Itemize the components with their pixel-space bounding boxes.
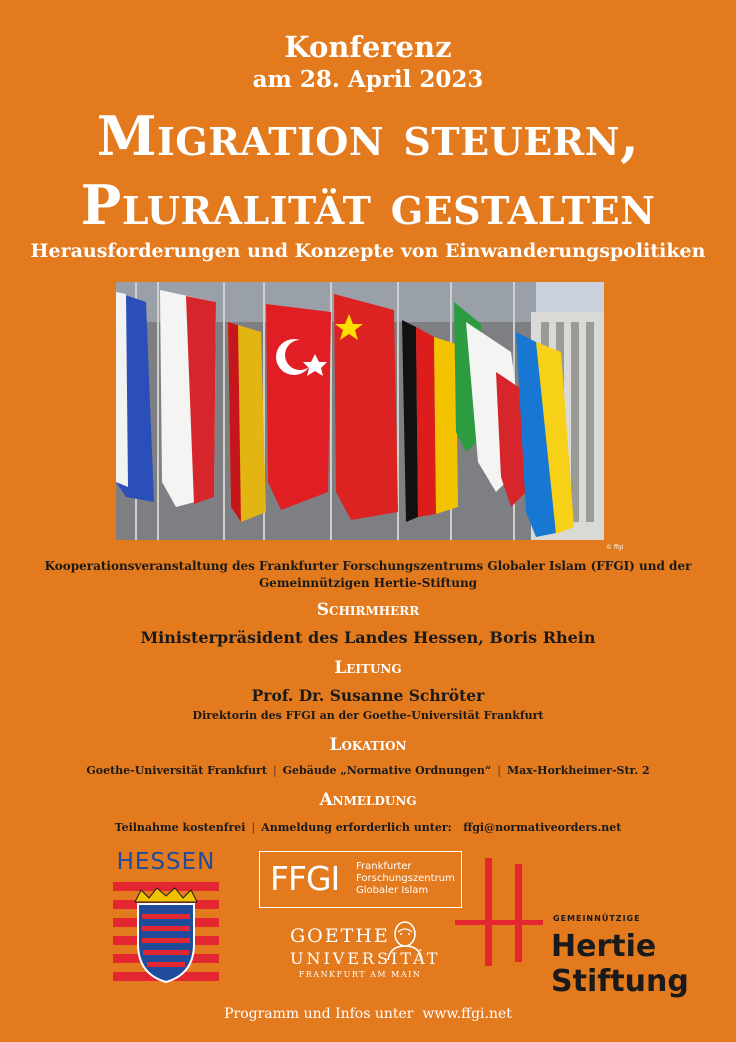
event-date: am 28. April 2023 bbox=[252, 66, 484, 93]
flags-illustration bbox=[116, 282, 604, 540]
flags-photo bbox=[116, 282, 604, 540]
anmeldung-line bbox=[0, 821, 736, 834]
schirmherr-name: Ministerpräsident des Landes Hessen, Boris Rhein bbox=[140, 628, 596, 647]
goethe-line-2: UNIVERSITÄT bbox=[290, 949, 441, 968]
photo-credit: © ffgi bbox=[606, 544, 624, 551]
footer-label: Programm und Infos unter bbox=[224, 1006, 414, 1022]
ffgi-logo bbox=[259, 851, 462, 908]
leitung-name: Prof. Dr. Susanne Schröter bbox=[251, 686, 485, 705]
hertie-small-text: GEMEINNÜTZIGE bbox=[553, 914, 641, 923]
leitung-role: Direktorin des FFGI an der Goethe-Universität Frankfurt bbox=[192, 709, 544, 722]
heading-schirmherr: Schirmherr bbox=[316, 600, 420, 620]
anmeldung-email-link[interactable]: ffgi@normativeorders.net bbox=[463, 821, 622, 834]
event-type: Konferenz bbox=[284, 30, 452, 64]
hertie-line-2: Stiftung bbox=[551, 964, 689, 999]
footer bbox=[0, 1006, 736, 1022]
anmeldung-registration: Anmeldung erforderlich unter: bbox=[261, 821, 452, 834]
heading-leitung: Leitung bbox=[334, 658, 402, 678]
lokation-street: Max-Horkheimer-Str. 2 bbox=[506, 764, 650, 777]
lokation-line bbox=[0, 764, 736, 777]
heading-lokation: Lokation bbox=[329, 735, 407, 755]
goethe-line-3: FRANKFURT AM MAIN bbox=[298, 970, 422, 979]
title-line-1: Migration steuern, bbox=[96, 104, 640, 168]
goethe-portrait-icon bbox=[384, 920, 426, 964]
hessen-crest-icon bbox=[113, 882, 219, 990]
ffgi-line-3: Globaler Islam bbox=[356, 885, 429, 896]
ffgi-mark: FFGI bbox=[270, 859, 340, 898]
heading-anmeldung: Anmeldung bbox=[319, 790, 417, 810]
subtitle: Herausforderungen und Konzepte von Einwanderungspolitiken bbox=[30, 240, 706, 262]
footer-url-link[interactable]: www.ffgi.net bbox=[422, 1006, 512, 1022]
ffgi-line-2: Forschungszentrum bbox=[356, 873, 455, 884]
hertie-line-1: Hertie bbox=[551, 929, 657, 964]
anmeldung-fee: Teilnahme kostenfrei bbox=[114, 821, 246, 834]
separator: | bbox=[251, 821, 256, 834]
title-line-2: Pluralität gestalten bbox=[80, 173, 656, 237]
lokation-building: Gebäude „Normative Ordnungen“ bbox=[282, 764, 492, 777]
cooperation-text: Kooperationsveranstaltung des Frankfurter Forschungszentrums Globaler Islam (FFGI) und der Gemeinnützigen Hertie-Stiftung bbox=[44, 559, 692, 590]
hertie-h-icon bbox=[455, 858, 543, 970]
ffgi-logo-text bbox=[356, 861, 455, 897]
hessen-logo-text: HESSEN bbox=[116, 849, 216, 875]
ffgi-line-1: Frankfurter bbox=[356, 861, 412, 872]
lokation-university: Goethe-Universität Frankfurt bbox=[86, 764, 267, 777]
goethe-line-1: GOETHE bbox=[290, 925, 390, 947]
separator: | bbox=[272, 764, 277, 777]
separator: | bbox=[497, 764, 501, 777]
